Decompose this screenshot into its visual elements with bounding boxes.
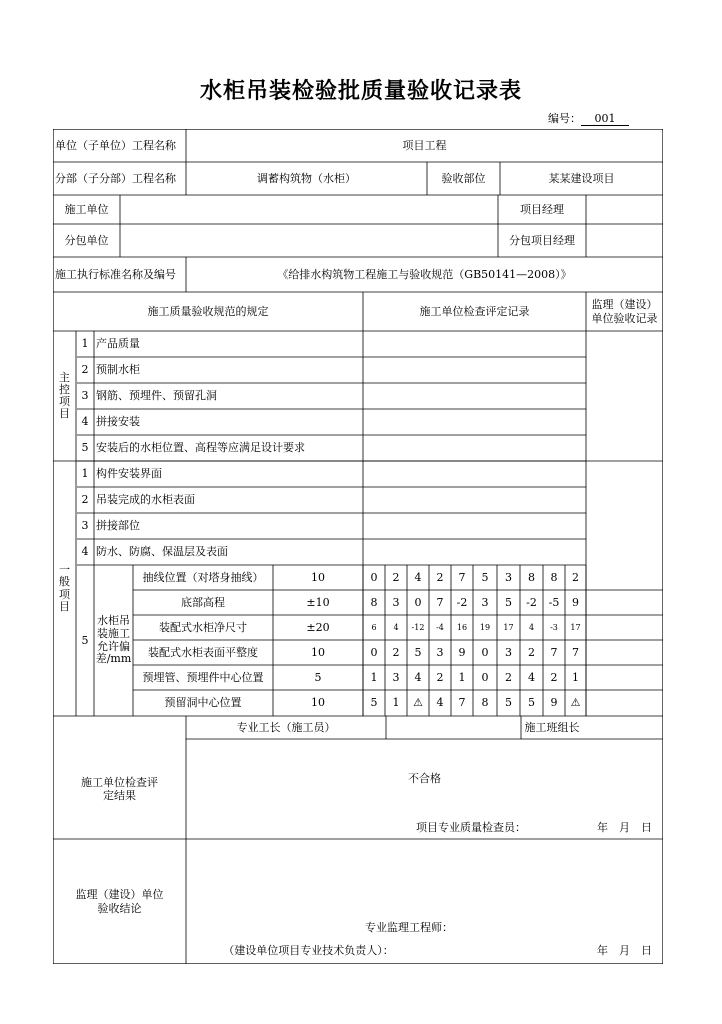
general-item-text: 吊装完成的水柜表面 (96, 493, 195, 507)
check-date-label: 年 月 日 (597, 821, 652, 835)
general-item-text: 拼接部位 (96, 519, 140, 533)
owner-representative-label: （建设单位项目专业技术负责人）： (223, 944, 394, 958)
measured-value: 1 (392, 695, 400, 709)
measured-value: 5 (505, 595, 512, 609)
measured-value: 0 (414, 595, 422, 609)
project-manager-label: 项目经理 (520, 202, 564, 216)
measured-value: 2 (392, 570, 400, 584)
measured-value: 0 (481, 670, 489, 684)
sub-project-value: 调蓄构筑物（水柜） (257, 171, 356, 185)
measured-value: ⚠ (413, 695, 423, 709)
measured-value: 3 (436, 645, 444, 659)
tolerance-row-limit: ±20 (306, 620, 330, 634)
record-number-value: 001 (581, 112, 629, 126)
sub-project-label: 分部（子分部）工程名称 (55, 171, 176, 185)
measured-value: 9 (458, 645, 466, 659)
main-item-text: 拼接安装 (96, 415, 140, 429)
sub-project-manager-label: 分包项目经理 (509, 233, 575, 247)
measured-value: 7 (436, 595, 444, 609)
measured-value: 8 (370, 595, 378, 609)
tolerance-row-name: 装配式水柜表面平整度 (148, 645, 258, 659)
measured-value: 2 (436, 570, 444, 584)
record-number (548, 110, 629, 126)
measured-value: 1 (370, 670, 378, 684)
check-header: 施工单位检查评定记录 (419, 304, 530, 318)
measured-value: 8 (550, 570, 558, 584)
measured-value: 7 (458, 570, 466, 584)
measured-value: ⚠ (570, 695, 581, 709)
measured-value: 4 (528, 670, 535, 684)
measured-value: 0 (481, 645, 489, 659)
check-result-value: 不合格 (408, 772, 441, 786)
measured-value: 2 (572, 570, 579, 584)
measured-value: 17 (570, 622, 581, 632)
supervising-engineer-label: 专业监理工程师： (365, 921, 453, 935)
tolerance-row-name: 预埋管、预埋件中心位置 (142, 670, 264, 684)
tolerance-item-no: 5 (81, 633, 89, 647)
main-item-text: 钢筋、预埋件、预留孔洞 (96, 389, 217, 403)
measured-value: 4 (436, 695, 444, 709)
general-item-no: 4 (81, 545, 89, 559)
team-leader-label: 施工班组长 (524, 720, 580, 734)
measured-value: 1 (572, 670, 579, 684)
accept-part-value: 某某建设项目 (548, 171, 615, 185)
tolerance-row-limit: 10 (311, 695, 325, 709)
main-item-no: 1 (81, 337, 89, 351)
main-item-no: 2 (81, 363, 89, 377)
inspection-table (53, 129, 663, 964)
main-item-text: 预制水柜 (96, 363, 140, 377)
standard-value: 《给排水构筑物工程施工与验收规范（GB50141—2008）》 (277, 267, 572, 281)
measured-value: -4 (436, 622, 444, 632)
measured-value: 3 (481, 595, 489, 609)
spec-header: 施工质量验收规范的规定 (147, 304, 269, 318)
measured-value: 2 (436, 670, 444, 684)
measured-value: 3 (392, 670, 400, 684)
tolerance-row-name: 装配式水柜净尺寸 (159, 620, 247, 634)
measured-value: 1 (458, 670, 466, 684)
general-item-no: 2 (81, 493, 89, 507)
tolerance-row-name: 抽线位置（对塔身抽线） (142, 570, 264, 584)
measured-value: 16 (456, 622, 468, 632)
general-item-text: 防水、防腐、保温层及表面 (96, 545, 228, 559)
measured-value: 5 (528, 695, 535, 709)
main-item-no: 3 (81, 389, 89, 403)
measured-value: 5 (414, 645, 422, 659)
tolerance-row-limit: 5 (314, 670, 322, 684)
measured-value: -3 (550, 622, 558, 632)
measured-value: 2 (550, 670, 558, 684)
measured-value: 4 (414, 670, 422, 684)
measured-value: 7 (572, 645, 579, 659)
record-number-label: 编号： (548, 112, 581, 125)
tolerance-row-name: 预留洞中心位置 (164, 695, 242, 709)
measured-value: 7 (550, 645, 558, 659)
measured-value: 0 (370, 570, 378, 584)
measured-value: 3 (392, 595, 400, 609)
page-title: 水柜吊装检验批质量验收记录表 (199, 79, 522, 104)
measured-value: 0 (370, 645, 378, 659)
supervise-conclusion-label: 监理（建设）单位验收结论 (75, 888, 164, 915)
inspector-label: 项目专业质量检查员： (416, 821, 526, 835)
foreman-label: 专业工长（施工员） (236, 720, 336, 734)
measured-value: 4 (414, 570, 422, 584)
measured-value: 2 (392, 645, 400, 659)
main-item-text: 产品质量 (96, 337, 140, 351)
main-items-label: 主控项目 (59, 370, 70, 421)
tolerance-label: 水柜吊装施工允许偏差/mm (95, 614, 132, 666)
measured-value: 3 (505, 645, 512, 659)
tolerance-row-limit: ±10 (306, 595, 330, 609)
standard-label: 施工执行标准名称及编号 (55, 267, 176, 281)
check-result-label: 施工单位检查评定结果 (81, 775, 158, 802)
measured-value: -12 (411, 622, 425, 632)
main-item-text: 安装后的水柜位置、高程等应满足设计要求 (96, 441, 305, 455)
measured-value: -2 (526, 595, 537, 609)
general-item-no: 3 (81, 519, 89, 533)
general-items-label: 一般项目 (59, 563, 70, 613)
main-item-no: 5 (81, 441, 89, 455)
measured-value: 9 (550, 695, 558, 709)
unit-name-label: 单位（子单位）工程名称 (55, 138, 176, 152)
supervise-header: 监理（建设）单位验收记录 (591, 298, 658, 325)
subcontractor-label: 分包单位 (64, 233, 109, 247)
main-item-no: 4 (81, 415, 89, 429)
unit-name-value: 项目工程 (402, 138, 447, 152)
measured-value: 7 (458, 695, 466, 709)
measured-value: 17 (503, 622, 514, 632)
general-item-text: 构件安装界面 (96, 467, 162, 481)
measured-value: 19 (479, 622, 491, 632)
measured-value: 5 (505, 695, 512, 709)
tolerance-row-name: 底部高程 (181, 595, 225, 609)
measured-value: 2 (528, 645, 535, 659)
measured-value: 5 (481, 570, 489, 584)
accept-part-label: 验收部位 (441, 171, 486, 185)
supervise-date-label: 年 月 日 (597, 944, 652, 958)
measured-value: 4 (393, 622, 399, 632)
tolerance-row-limit: 10 (311, 645, 325, 659)
measured-value: 2 (505, 670, 512, 684)
constructor-label: 施工单位 (64, 202, 109, 216)
measured-value: 8 (481, 695, 489, 709)
tolerance-row-limit: 10 (311, 570, 325, 584)
measured-value: -5 (548, 595, 560, 609)
general-item-no: 1 (81, 467, 89, 481)
measured-value: -2 (456, 595, 468, 609)
measured-value: 9 (572, 595, 579, 609)
measured-value: 5 (370, 695, 378, 709)
measured-value: 3 (505, 570, 512, 584)
measured-value: 6 (371, 622, 377, 632)
measured-value: 8 (528, 570, 535, 584)
measured-value: 4 (528, 622, 535, 632)
